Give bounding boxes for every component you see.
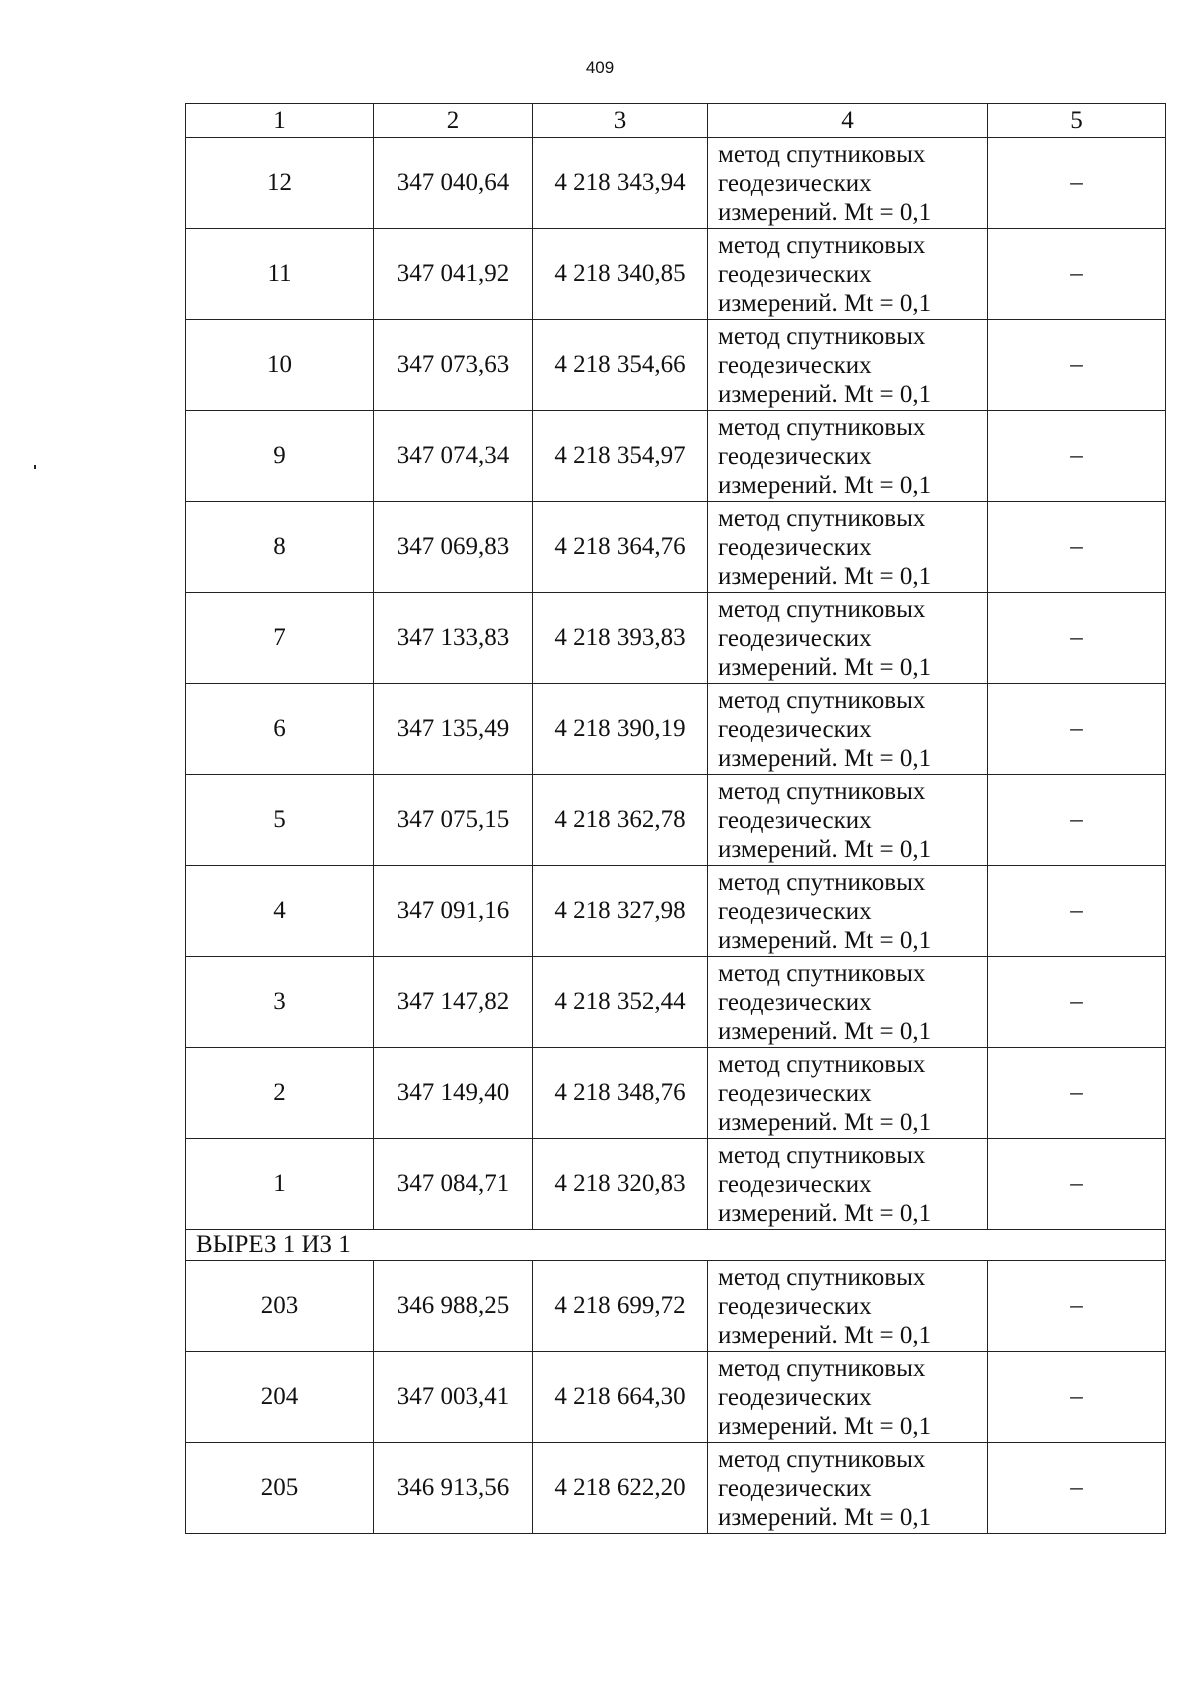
method-cell: метод спутниковых геодезических измерений. Mt = 0,1 (708, 502, 988, 593)
method-cell: метод спутниковых геодезических измерений. Mt = 0,1 (708, 1261, 988, 1352)
x-coordinate-cell: 347 074,34 (374, 411, 533, 502)
table-row (186, 957, 1166, 1048)
table-row (186, 138, 1166, 229)
column-header: 4 (708, 104, 988, 138)
note-cell: – (988, 1139, 1166, 1230)
table-row (186, 684, 1166, 775)
x-coordinate-cell: 347 135,49 (374, 684, 533, 775)
y-coordinate-cell: 4 218 352,44 (533, 957, 708, 1048)
note-cell: – (988, 866, 1166, 957)
y-coordinate-cell: 4 218 362,78 (533, 775, 708, 866)
y-coordinate-cell: 4 218 664,30 (533, 1352, 708, 1443)
point-number-cell: 2 (186, 1048, 374, 1139)
point-number-cell: 11 (186, 229, 374, 320)
y-coordinate-cell: 4 218 343,94 (533, 138, 708, 229)
point-number-cell: 8 (186, 502, 374, 593)
x-coordinate-cell: 347 040,64 (374, 138, 533, 229)
note-cell: – (988, 411, 1166, 502)
table-row (186, 1443, 1166, 1534)
point-number-cell: 1 (186, 1139, 374, 1230)
y-coordinate-cell: 4 218 348,76 (533, 1048, 708, 1139)
point-number-cell: 3 (186, 957, 374, 1048)
note-cell: – (988, 320, 1166, 411)
table-row (186, 1261, 1166, 1352)
column-header: 5 (988, 104, 1166, 138)
note-cell: – (988, 1048, 1166, 1139)
note-cell: – (988, 684, 1166, 775)
method-cell: метод спутниковых геодезических измерений. Mt = 0,1 (708, 593, 988, 684)
point-number-cell: 10 (186, 320, 374, 411)
point-number-cell: 204 (186, 1352, 374, 1443)
method-cell: метод спутниковых геодезических измерений. Mt = 0,1 (708, 320, 988, 411)
method-cell: метод спутниковых геодезических измерений. Mt = 0,1 (708, 957, 988, 1048)
header-row (186, 104, 1166, 138)
y-coordinate-cell: 4 218 390,19 (533, 684, 708, 775)
column-header: 3 (533, 104, 708, 138)
method-cell: метод спутниковых геодезических измерений. Mt = 0,1 (708, 411, 988, 502)
y-coordinate-cell: 4 218 320,83 (533, 1139, 708, 1230)
y-coordinate-cell: 4 218 393,83 (533, 593, 708, 684)
method-cell: метод спутниковых геодезических измерений. Mt = 0,1 (708, 866, 988, 957)
table-row (186, 866, 1166, 957)
x-coordinate-cell: 346 913,56 (374, 1443, 533, 1534)
x-coordinate-cell: 347 003,41 (374, 1352, 533, 1443)
table-row (186, 593, 1166, 684)
method-cell: метод спутниковых геодезических измерений. Mt = 0,1 (708, 1443, 988, 1534)
table-row (186, 775, 1166, 866)
point-number-cell: 5 (186, 775, 374, 866)
note-cell: – (988, 957, 1166, 1048)
y-coordinate-cell: 4 218 364,76 (533, 502, 708, 593)
method-cell: метод спутниковых геодезических измерений. Mt = 0,1 (708, 1352, 988, 1443)
y-coordinate-cell: 4 218 354,66 (533, 320, 708, 411)
coordinates-table (185, 103, 1166, 1534)
point-number-cell: 7 (186, 593, 374, 684)
column-header: 1 (186, 104, 374, 138)
table-body (186, 138, 1166, 1534)
point-number-cell: 203 (186, 1261, 374, 1352)
note-cell: – (988, 1352, 1166, 1443)
point-number-cell: 9 (186, 411, 374, 502)
method-cell: метод спутниковых геодезических измерений. Mt = 0,1 (708, 775, 988, 866)
x-coordinate-cell: 347 149,40 (374, 1048, 533, 1139)
table-row (186, 1048, 1166, 1139)
note-cell: – (988, 775, 1166, 866)
method-cell: метод спутниковых геодезических измерений. Mt = 0,1 (708, 1139, 988, 1230)
x-coordinate-cell: 346 988,25 (374, 1261, 533, 1352)
column-header: 2 (374, 104, 533, 138)
scan-artifact-mark (34, 465, 36, 469)
point-number-cell: 6 (186, 684, 374, 775)
note-cell: – (988, 138, 1166, 229)
table-row (186, 1352, 1166, 1443)
x-coordinate-cell: 347 041,92 (374, 229, 533, 320)
table-row (186, 411, 1166, 502)
x-coordinate-cell: 347 073,63 (374, 320, 533, 411)
table-row (186, 229, 1166, 320)
point-number-cell: 12 (186, 138, 374, 229)
note-cell: – (988, 1443, 1166, 1534)
note-cell: – (988, 502, 1166, 593)
section-label: ВЫРЕЗ 1 ИЗ 1 (186, 1230, 1166, 1261)
point-number-cell: 205 (186, 1443, 374, 1534)
y-coordinate-cell: 4 218 327,98 (533, 866, 708, 957)
method-cell: метод спутниковых геодезических измерений. Mt = 0,1 (708, 229, 988, 320)
x-coordinate-cell: 347 084,71 (374, 1139, 533, 1230)
x-coordinate-cell: 347 133,83 (374, 593, 533, 684)
note-cell: – (988, 1261, 1166, 1352)
table-row (186, 320, 1166, 411)
method-cell: метод спутниковых геодезических измерений. Mt = 0,1 (708, 684, 988, 775)
y-coordinate-cell: 4 218 622,20 (533, 1443, 708, 1534)
note-cell: – (988, 593, 1166, 684)
x-coordinate-cell: 347 147,82 (374, 957, 533, 1048)
section-row (186, 1230, 1166, 1261)
page-number: 409 (585, 58, 615, 77)
x-coordinate-cell: 347 091,16 (374, 866, 533, 957)
method-cell: метод спутниковых геодезических измерений. Mt = 0,1 (708, 138, 988, 229)
y-coordinate-cell: 4 218 354,97 (533, 411, 708, 502)
note-cell: – (988, 229, 1166, 320)
y-coordinate-cell: 4 218 699,72 (533, 1261, 708, 1352)
table-row (186, 502, 1166, 593)
x-coordinate-cell: 347 069,83 (374, 502, 533, 593)
point-number-cell: 4 (186, 866, 374, 957)
table-row (186, 1139, 1166, 1230)
method-cell: метод спутниковых геодезических измерений. Mt = 0,1 (708, 1048, 988, 1139)
y-coordinate-cell: 4 218 340,85 (533, 229, 708, 320)
x-coordinate-cell: 347 075,15 (374, 775, 533, 866)
